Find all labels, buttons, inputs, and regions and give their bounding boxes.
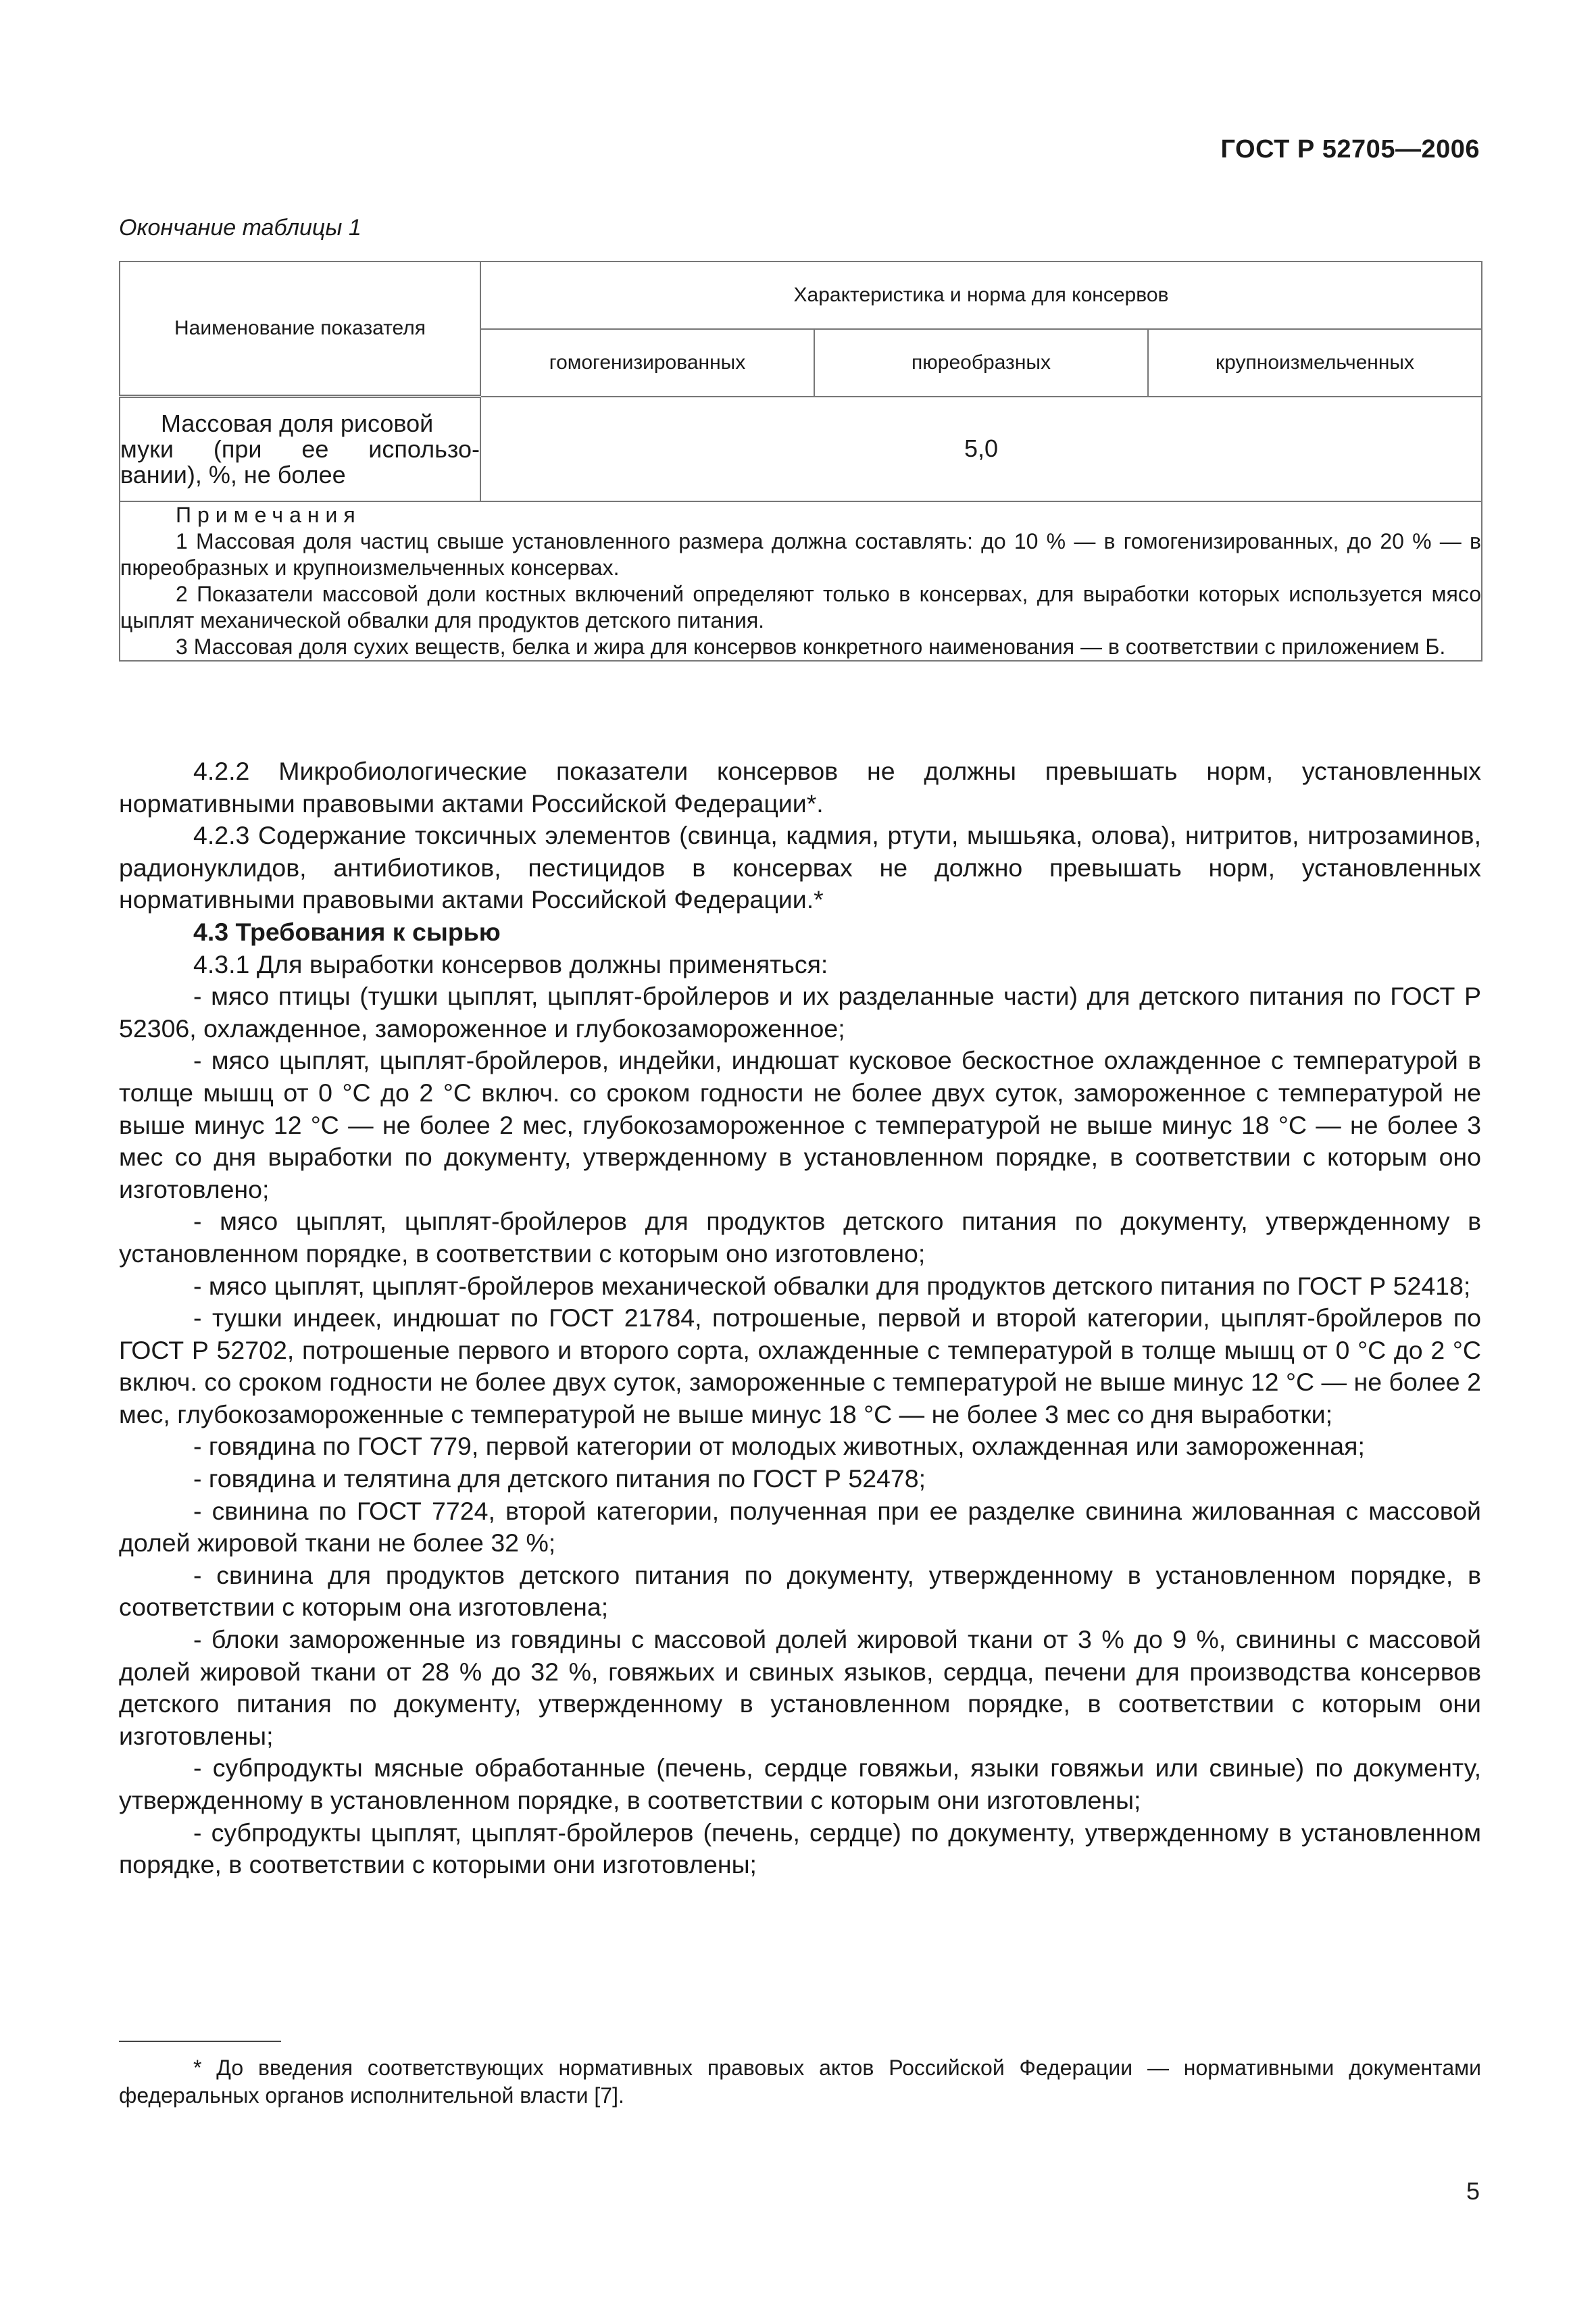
column-header-coarse: крупноизмельченных <box>1148 329 1482 397</box>
list-item: - тушки индеек, индюшат по ГОСТ 21784, потрошеные, первой и второй категории, цыплят-бройлеров по ГОСТ Р 52702, потрошеные первого и второго сорта, охлажденные с температурой в толще мышц от 0 °С до 2 °С включ. со сроком годности не более двух суток, замороженные с температурой не выше минус 12 °С — не более 2 мес, глубокозамороженные с температурой не выше минус 18 °С — не более 3 мес со дня выработки; <box>119 1303 1481 1428</box>
list-item: - мясо цыплят, цыплят-бройлеров, индейки, индюшат кусковое бескостное охлажденное с температурой в толще мышц от 0 °С до 2 °С включ. со сроком годности не более двух суток, замороженное с температурой не выше минус 12 °С — не более 2 мес, глубокозамороженное с температурой не выше минус 18 °С — не более 3 мес со дня выработки по документу, утвержденному в установленном порядке, в соответствии с которым оно изготовлено; <box>119 1046 1481 1203</box>
list-item: - блоки замороженные из говядины с массовой долей жировой ткани от 3 % до 9 %, свинины с массовой долей жировой ткани от 28 % до 32 %, говяжьих и свиных языков, сердца, печени для производства консервов детского питания по документу, утвержденному в установленном порядке, в соответствии с которым они изготовлены; <box>119 1625 1481 1750</box>
table-row <box>120 397 1482 502</box>
list-item: - мясо цыплят, цыплят-бройлеров для продуктов детского питания по документу, утвержденному в установленном порядке, в соответствии с которым оно изготовлено; <box>119 1207 1481 1268</box>
list-item: - мясо птицы (тушки цыплят, цыплят-бройлеров и их разделанные части) для детского питания по ГОСТ Р 52306, охлажденное, замороженное и глубокозамороженное; <box>119 982 1481 1043</box>
specification-table <box>119 261 1482 662</box>
list-item: - субпродукты мясные обработанные (печень, сердце говяжьи, языки говяжьи или свиные) по документу, утвержденному в установленном порядке, в соответствии с которым они изготовлены; <box>119 1753 1481 1814</box>
note-item: 2 Показатели массовой доли костных включений определяют только в консервах, для выработки которых используется мясо цыплят механической обвалки для продуктов детского питания. <box>120 582 1482 632</box>
list-item: - субпродукты цыплят, цыплят-бройлеров (печень, сердце) по документу, утвержденному в установленном порядке, в соответствии с которыми они изготовлены; <box>119 1818 1481 1879</box>
list-item: - свинина по ГОСТ 7724, второй категории, полученная при ее разделке свинина жилованная с массовой долей жировой ткани не более 32 %; <box>119 1496 1481 1558</box>
list-item: - говядина и телятина для детского питания по ГОСТ Р 52478; <box>193 1464 926 1493</box>
note-item: 3 Массовая доля сухих веществ, белка и жира для консервов конкретного наименования — в соответствии с приложением Б. <box>176 634 1446 659</box>
column-header-group: Характеристика и норма для консервов <box>480 262 1482 329</box>
section-heading: 4.3 Требования к сырью <box>193 917 501 946</box>
list-item: - мясо цыплят, цыплят-бройлеров механической обвалки для продуктов детского питания по ГОСТ Р 52418; <box>193 1271 1471 1300</box>
column-header-name: Наименование показателя <box>120 262 480 397</box>
note-item: 1 Массовая доля частиц свыше установленного размера должна составлять: до 10 % — в гомогенизированных, до 20 % — в пюреобразных и крупноизмельченных консервах. <box>120 529 1482 580</box>
footnote: * До введения соответствующих нормативных правовых актов Российской Федерации — нормативными документами федеральных органов исполнительной власти [7]. <box>119 2056 1481 2108</box>
table-caption: Окончание таблицы 1 <box>119 215 361 241</box>
paragraph: 4.2.2 Микробиологические показатели консервов не должны превышать норм, установленных нормативными правовыми актами Российской Федерации*. <box>119 757 1481 818</box>
notes-title: Примечания <box>176 503 361 527</box>
document-code: ГОСТ Р 52705—2006 <box>1220 135 1480 164</box>
column-header-pureed: пюреобразных <box>814 329 1148 397</box>
page-number: 5 <box>1466 2177 1480 2205</box>
column-header-homogenized: гомогенизированных <box>480 329 814 397</box>
body-text <box>119 755 1481 1881</box>
row-value: 5,0 <box>480 397 1482 502</box>
footnote-separator <box>119 2041 281 2042</box>
list-item: - говядина по ГОСТ 779, первой категории от молодых животных, охлажденная или замороженная; <box>193 1432 1365 1461</box>
paragraph: 4.2.3 Содержание токсичных элементов (свинца, кадмия, ртути, мышьяка, олова), нитритов, нитрозаминов, радионуклидов, антибиотиков, пестицидов в консервах не должно превышать норм, установленных нормативными правовыми актами Российской Федерации.* <box>119 821 1481 914</box>
paragraph: 4.3.1 Для выработки консервов должны применяться: <box>193 949 828 978</box>
table-notes <box>120 501 1482 661</box>
list-item: - свинина для продуктов детского питания по документу, утвержденному в установленном порядке, в соответствии с которым она изготовлена; <box>119 1560 1481 1622</box>
row-indicator-name: Массовая доля рисовой муки (при ее использо- вании), %, не более <box>120 397 480 502</box>
